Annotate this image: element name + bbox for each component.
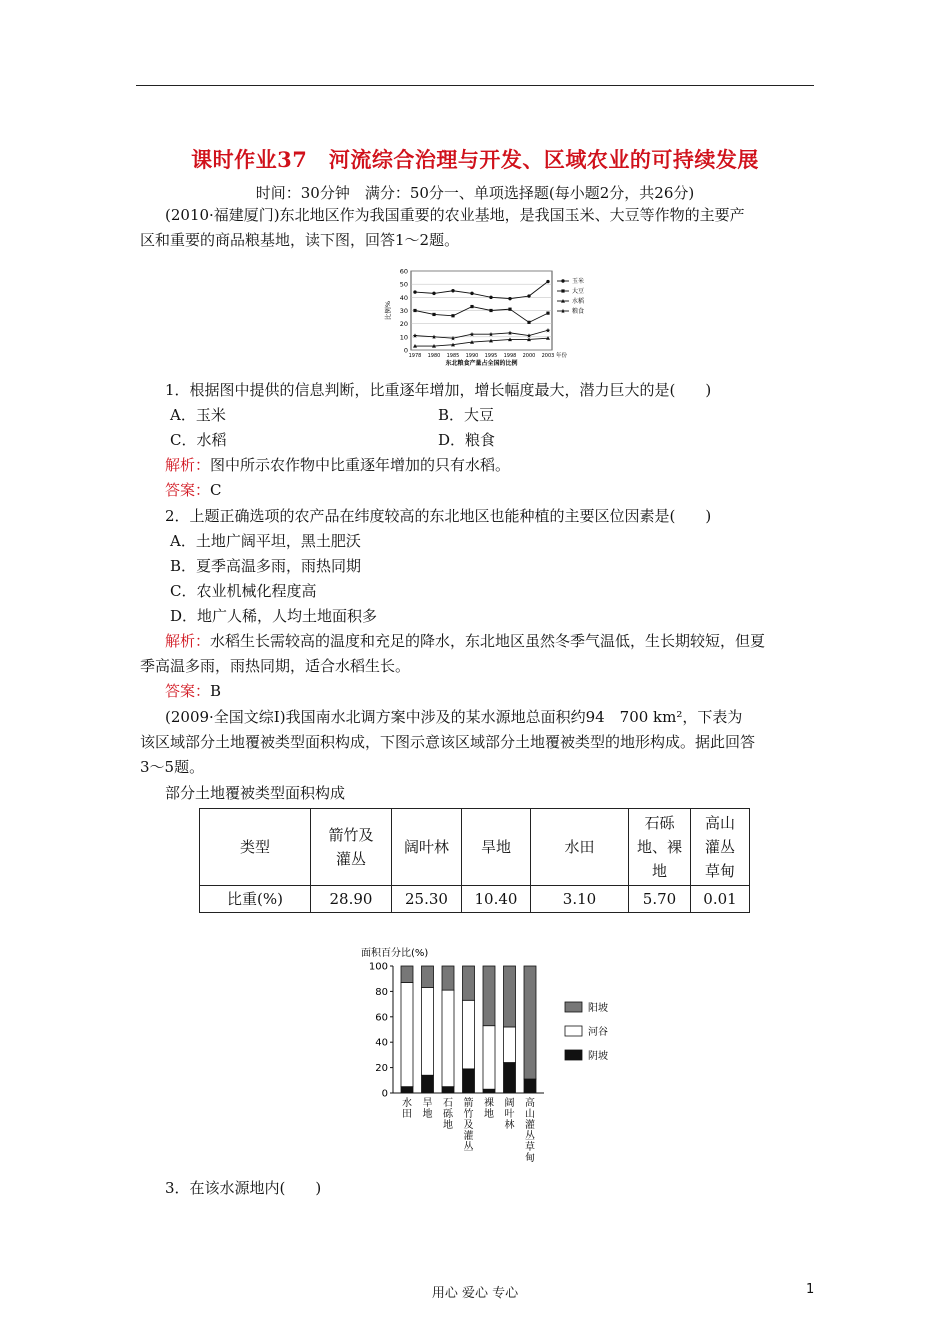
x-tick-label: 丛 (463, 1142, 474, 1153)
chart-title: 东北粮食产量占全国的比例 (445, 360, 518, 367)
col-header-cell: 高山 灌丛 草甸 (691, 809, 750, 886)
bar-segment (422, 1075, 434, 1093)
bar-segment (504, 966, 516, 1027)
legend-marker (561, 279, 564, 282)
value-cell: 28.90 (311, 886, 392, 913)
circle-marker (413, 290, 416, 293)
x-tick-label: 1985 (446, 353, 460, 359)
x-tick-label: 灌 (463, 1131, 474, 1142)
bar-segment (463, 1000, 475, 1069)
circle-marker (546, 280, 549, 283)
q1-option-d: D．粮食 (438, 431, 496, 449)
analysis-text: 图中所示农作物中比重逐年增加的只有水稻。 (210, 456, 511, 474)
q2-analysis (165, 629, 765, 654)
y-tick-label: 0 (403, 346, 408, 355)
legend-marker (561, 309, 565, 313)
intro2-line3: 3～5题。 (140, 758, 205, 776)
intro2-line2: 该区域部分土地覆被类型面积构成，下图示意该区域部分土地覆被类型的地形构成。据此回答 (140, 733, 756, 751)
x-tick-label: 丛 (525, 1131, 535, 1142)
intro2-line1: (2009·全国文综Ⅰ)我国南水北调方案中涉及的某水源地总面积约94 700 km²，下表为 (165, 708, 743, 726)
x-tick-label: 山 (525, 1109, 535, 1120)
x-tick-label: 箭 (463, 1098, 474, 1109)
x-tick-label: 1978 (408, 353, 422, 359)
y-tick-label: 80 (375, 986, 388, 998)
col-header-cell: 箭竹及 灌丛 (311, 809, 392, 886)
legend-swatch (565, 1026, 582, 1036)
analysis-label: 解析： (165, 456, 211, 474)
value-cell: 10.40 (462, 886, 531, 913)
x-tick-label: 叶 (504, 1109, 515, 1120)
circle-marker (470, 292, 473, 295)
x-tick-label: 1990 (465, 353, 479, 359)
answer-text: C (210, 481, 222, 499)
legend-label: 粮食 (572, 308, 585, 316)
square-marker (470, 305, 473, 308)
bar-segment (463, 1069, 475, 1093)
square-marker (432, 313, 435, 316)
header-rule (136, 85, 814, 86)
x-tick-label: 田 (402, 1109, 412, 1120)
x-axis-label: 年份 (556, 353, 568, 359)
y-tick-label: 60 (399, 267, 408, 276)
bar-segment (504, 1027, 516, 1063)
y-tick-label: 0 (381, 1088, 388, 1100)
bar-segment (463, 966, 475, 1000)
answer-label: 答案： (165, 682, 211, 700)
bar-segment (483, 1026, 495, 1090)
square-marker (546, 312, 549, 315)
x-tick-label: 1998 (503, 353, 517, 359)
col-header-cell: 石砾 地、裸 地 (629, 809, 691, 886)
row-label-cell: 比重(%) (200, 886, 311, 913)
legend-marker (561, 289, 564, 292)
bar-segment (504, 1063, 516, 1093)
chart-title: 面积百分比(%) (361, 948, 429, 959)
circle-marker (527, 294, 530, 297)
footer-text: 用心 爱心 专心 (431, 1286, 519, 1301)
x-tick-label: 裸 (484, 1098, 494, 1109)
q2-option-c: C．农业机械化程度高 (170, 582, 317, 600)
value-cell: 0.01 (691, 886, 750, 913)
bar-segment (401, 1087, 413, 1093)
analysis-label: 解析： (165, 632, 211, 650)
q2-option-a: A．土地广阔平坦，黑土肥沃 (170, 532, 361, 550)
star-marker (508, 331, 512, 335)
intro1-line2: 区和重要的商品粮基地，读下图，回答1～2题。 (140, 231, 460, 249)
q1-option-a: A．玉米 (170, 406, 226, 424)
circle-marker (508, 297, 511, 300)
circle-marker (432, 292, 435, 295)
bar-segment (483, 966, 495, 1026)
x-tick-label: 2000 (522, 353, 536, 359)
x-tick-label: 1980 (427, 353, 441, 359)
q1-option-b: B．大豆 (438, 406, 495, 424)
intro1-line1: (2010·福建厦门)东北地区作为我国重要的农业基地，是我国玉米、大豆等作物的主要产 (165, 206, 745, 224)
star-marker (470, 332, 474, 336)
square-marker (508, 308, 511, 311)
bar-segment (524, 966, 536, 1079)
col-header-cell: 阔叶林 (392, 809, 462, 886)
legend-label: 河谷 (588, 1027, 608, 1038)
legend-label: 水稻 (572, 298, 585, 306)
page-title: 课时作业37 河流综合治理与开发、区域农业的可持续发展 (191, 147, 759, 172)
x-tick-label: 阔 (504, 1098, 515, 1109)
bar-segment (442, 966, 454, 990)
table-row (200, 886, 750, 913)
value-cell: 5.70 (629, 886, 691, 913)
x-tick-label: 旱 (422, 1098, 433, 1109)
q1-stem: 1．根据图中提供的信息判断，比重逐年增加，增长幅度最大，潜力巨大的是( ) (165, 381, 712, 399)
x-tick-label: 高 (525, 1098, 535, 1109)
table-caption: 部分土地覆被类型面积构成 (165, 784, 346, 802)
circle-marker (489, 296, 492, 299)
legend-swatch (565, 1050, 582, 1060)
legend-label: 大豆 (572, 288, 585, 296)
analysis-text: 水稻生长需较高的温度和充足的降水，东北地区虽然冬季气温低，生长期较短，但夏 (210, 632, 766, 650)
square-marker (527, 321, 530, 324)
legend-label: 玉米 (572, 278, 585, 286)
x-tick-label: 石 (443, 1098, 453, 1109)
x-tick-label: 竹 (463, 1109, 474, 1120)
q2-stem: 2．上题正确选项的农产品在纬度较高的东北地区也能种植的主要区位因素是( ) (165, 507, 712, 525)
star-marker (546, 328, 550, 332)
x-tick-label: 2003 (541, 353, 555, 359)
y-tick-label: 40 (375, 1037, 388, 1049)
square-marker (489, 309, 492, 312)
y-axis-label: 比例% (384, 300, 392, 321)
y-tick-label: 100 (368, 961, 388, 973)
y-tick-label: 30 (399, 307, 408, 315)
col-header-cell: 水田 (531, 809, 629, 886)
header-label-cell: 类型 (200, 809, 311, 886)
bar-segment (401, 983, 413, 1087)
legend-label: 阴坡 (588, 1051, 608, 1062)
bar-segment (422, 988, 434, 1076)
value-cell: 3.10 (531, 886, 629, 913)
q2-option-b: B．夏季高温多雨，雨热同期 (170, 557, 362, 575)
x-tick-label: 地 (422, 1109, 433, 1120)
q2-answer (165, 679, 221, 704)
y-tick-label: 20 (375, 1063, 388, 1075)
bar-segment (442, 1087, 454, 1093)
circle-marker (451, 289, 454, 292)
stacked-bar-chart (355, 940, 625, 1175)
answer-text: B (210, 682, 222, 700)
y-tick-label: 50 (399, 280, 408, 289)
bar-segment (442, 990, 454, 1087)
q2-analysis-line2: 季高温多雨，雨热同期，适合水稻生长。 (140, 657, 411, 675)
bar-segment (401, 966, 413, 983)
star-marker (432, 335, 436, 339)
x-tick-label: 地 (484, 1109, 494, 1120)
y-tick-label: 10 (399, 333, 408, 342)
x-tick-label: 甸 (525, 1153, 535, 1164)
square-marker (413, 309, 416, 312)
legend-swatch (565, 1002, 582, 1012)
x-tick-label: 砾 (443, 1109, 453, 1120)
value-cell: 25.30 (392, 886, 462, 913)
page-number: 1 (806, 1282, 815, 1297)
bar-segment (524, 1079, 536, 1093)
q1-analysis (165, 453, 510, 478)
answer-label: 答案： (165, 481, 211, 499)
table-header-row (200, 809, 750, 886)
x-tick-label: 1995 (484, 353, 498, 359)
col-header-cell: 旱地 (462, 809, 531, 886)
q3-stem: 3．在该水源地内( ) (165, 1179, 322, 1197)
x-tick-label: 水 (402, 1098, 412, 1109)
bar-segment (422, 966, 434, 988)
star-marker (489, 332, 493, 336)
y-tick-label: 40 (399, 293, 408, 302)
x-tick-label: 灌 (525, 1120, 535, 1131)
legend-label: 阳坡 (588, 1003, 608, 1014)
q1-option-c: C．水稻 (170, 431, 227, 449)
y-tick-label: 20 (399, 320, 408, 329)
x-tick-label: 草 (525, 1142, 535, 1153)
y-tick-label: 60 (375, 1012, 388, 1024)
q2-option-d: D．地广人稀，人均土地面积多 (170, 607, 378, 625)
x-tick-label: 及 (463, 1120, 474, 1131)
x-tick-label: 地 (443, 1120, 453, 1131)
bar-segment (483, 1089, 495, 1093)
x-tick-label: 林 (504, 1120, 515, 1131)
time-score-line: 时间：30分钟 满分：50分一、单项选择题(每小题2分，共26分) (255, 184, 695, 202)
line-chart (370, 262, 600, 374)
square-marker (451, 314, 454, 317)
q1-answer (165, 478, 222, 503)
land-cover-table (199, 808, 750, 913)
